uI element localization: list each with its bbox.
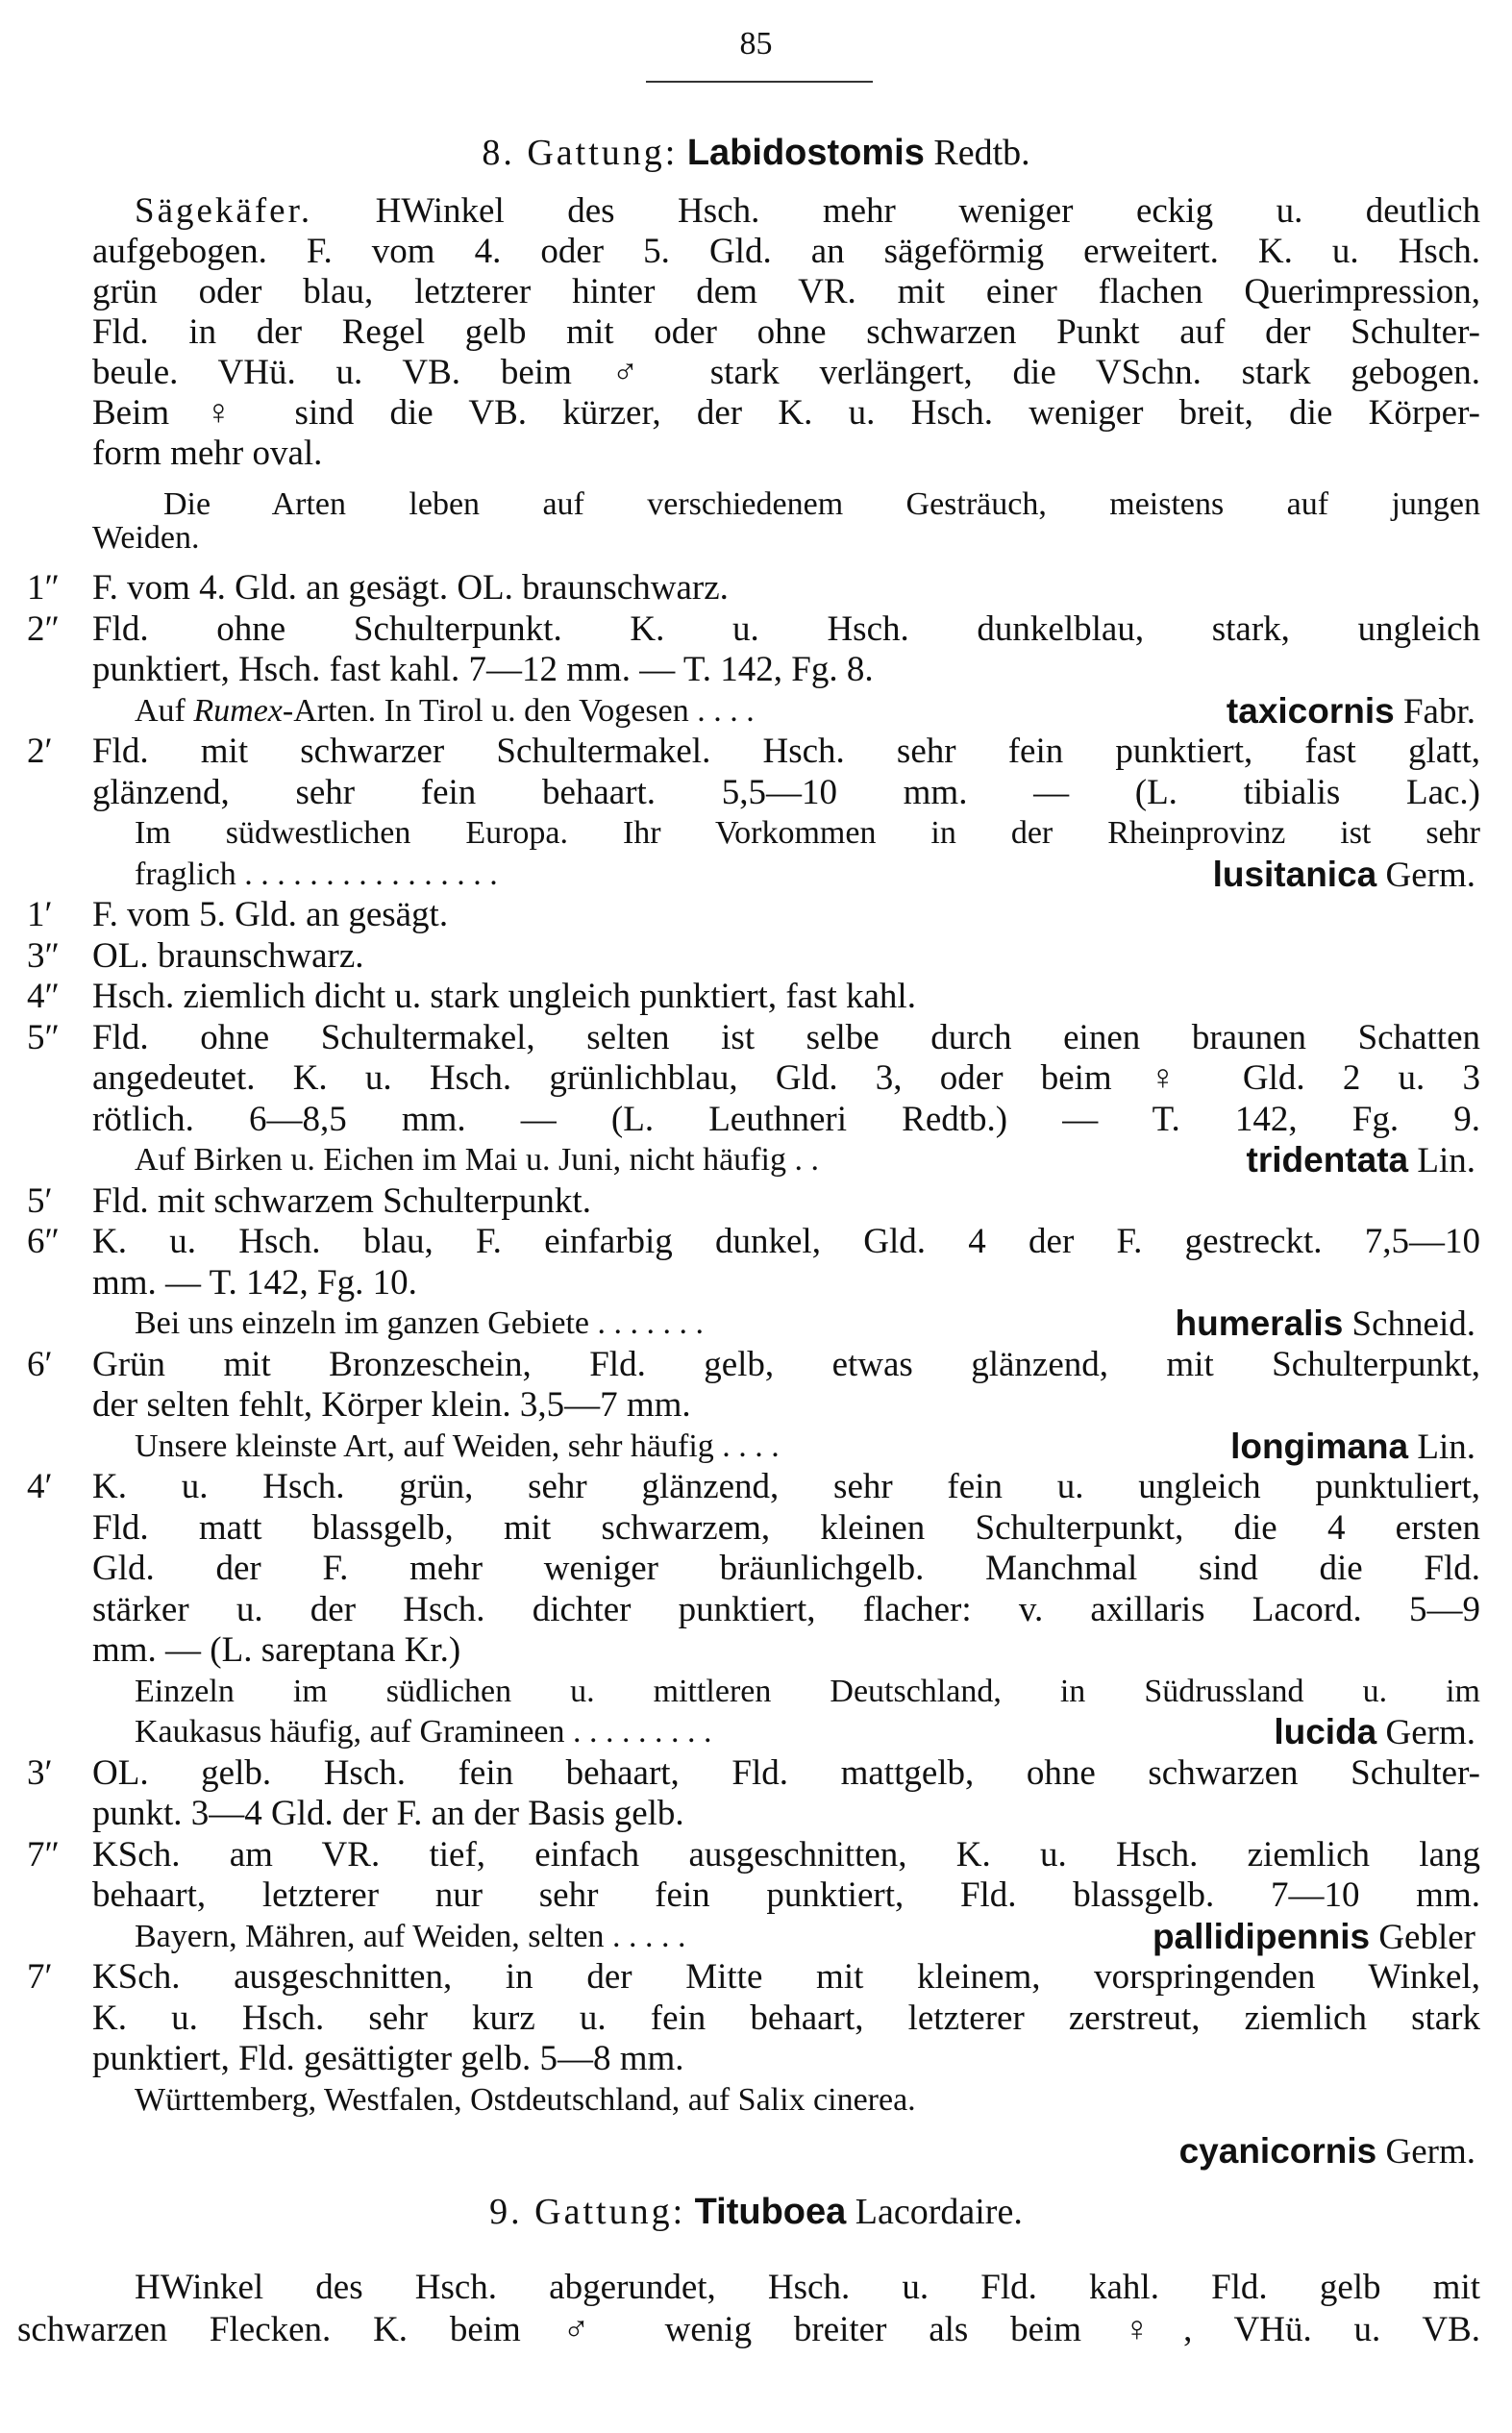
species-note: Bei uns einzeln im ganzen Gebiete . . . . . . .	[135, 1305, 704, 1341]
key-marker: 7′	[27, 1957, 53, 1997]
species-author: Fabr.	[1394, 692, 1475, 732]
species-note: Auf Rumex-Arten. In Tirol u. den Vogesen . . . .	[135, 693, 755, 729]
species-note: fraglich . . . . . . . . . . . . . . . .	[135, 857, 498, 892]
species-name: taxicornis	[1226, 691, 1395, 731]
key-marker: 6″	[27, 1222, 60, 1261]
species-author: Lin.	[1408, 1428, 1475, 1467]
species-name-group	[1230, 1428, 1475, 1466]
species-name-group	[1176, 1304, 1476, 1343]
key-marker: 2′	[27, 732, 53, 771]
key-line: K. u. Hsch. grün, sehr glänzend, sehr fein u. ungleich punktuliert,	[92, 1467, 1480, 1506]
key-line: Im südwestlichen Europa. Ihr Vorkommen in der Rheinprovinz ist sehr	[135, 815, 1480, 851]
species-name-group	[1153, 1918, 1475, 1956]
key-line: stärker u. der Hsch. dichter punktiert, flacher: v. axillaris Lacord. 5—9	[92, 1590, 1480, 1629]
genus-name: Tituboea	[694, 2192, 847, 2232]
species-name-group	[1213, 856, 1475, 894]
key-marker: 1′	[27, 895, 53, 934]
key-line: Fld. mit schwarzer Schultermakel. Hsch. sehr fein punktiert, fast glatt,	[92, 732, 1480, 771]
key-marker: 4′	[27, 1467, 53, 1506]
key-line: punktiert, Hsch. fast kahl. 7—12 mm. — T. 142, Fg. 8.	[92, 650, 874, 689]
key-line: Hsch. ziemlich dicht u. stark ungleich punktiert, fast kahl.	[92, 977, 916, 1016]
intro-note-1: Die Arten leben auf verschiedenem Gesträuch, meistens auf jungen	[163, 486, 1480, 522]
key-line: KSch. ausgeschnitten, in der Mitte mit kleinem, vorspringenden Winkel,	[92, 1957, 1480, 1997]
species-line	[135, 1713, 1475, 1751]
key-line: angedeutet. K. u. Hsch. grünlichblau, Gld. 3, oder beim ♀ Gld. 2 u. 3	[92, 1058, 1480, 1098]
genus-heading-9	[0, 2194, 1512, 2231]
species-name: tridentata	[1246, 1140, 1409, 1179]
key-line: F. vom 5. Gld. an gesägt.	[92, 895, 449, 934]
genus-label: 8. Gattung:	[482, 133, 679, 173]
species-name: longimana	[1230, 1427, 1409, 1466]
key-line: OL. gelb. Hsch. fein behaart, Fld. mattgelb, ohne schwarzen Schulter-	[92, 1753, 1480, 1793]
intro-line-2: aufgebogen. F. vom 4. oder 5. Gld. an sägeförmig erweitert. K. u. Hsch.	[92, 232, 1480, 271]
species-name: pallidipennis	[1152, 1917, 1371, 1956]
key-marker: 2″	[27, 609, 60, 649]
key-line: punkt. 3—4 Gld. der F. an der Basis gelb.	[92, 1794, 684, 1833]
species-author: Schneid.	[1343, 1304, 1475, 1344]
species-line	[135, 1141, 1475, 1179]
species-name-group	[1247, 1141, 1475, 1179]
key-line: Fld. ohne Schultermakel, selten ist selbe durch einen braunen Schatten	[92, 1018, 1480, 1057]
genus-label: 9. Gattung:	[489, 2192, 686, 2232]
species-author: Germ.	[1385, 2132, 1475, 2172]
species-author: Lin.	[1408, 1141, 1475, 1180]
species-name: cyanicornis	[1178, 2131, 1377, 2171]
key-line: behaart, letzterer nur sehr fein punktiert, Fld. blassgelb. 7—10 mm.	[92, 1875, 1480, 1915]
species-author: Germ.	[1376, 856, 1475, 895]
key-line: Fld. mit schwarzem Schulterpunkt.	[92, 1181, 591, 1221]
key-line: K. u. Hsch. sehr kurz u. fein behaart, letzterer zerstreut, ziemlich stark	[92, 1999, 1480, 2038]
species-note: Auf Birken u. Eichen im Mai u. Juni, nicht häufig . .	[135, 1142, 819, 1178]
species-name-group	[1227, 692, 1475, 731]
key-line: Fld. matt blassgelb, mit schwarzem, kleinen Schulterpunkt, die 4 ersten	[92, 1508, 1480, 1548]
page-number: 85	[739, 26, 773, 62]
key-line: Einzeln im südlichen u. mittleren Deutschland, in Südrussland u. im	[135, 1674, 1480, 1709]
key-line: mm. — T. 142, Fg. 10.	[92, 1263, 417, 1303]
key-marker: 6′	[27, 1345, 53, 1384]
key-line: der selten fehlt, Körper klein. 3,5—7 mm.	[92, 1385, 691, 1425]
species-line	[135, 1428, 1475, 1466]
outro-line-1: HWinkel des Hsch. abgerundet, Hsch. u. Fld. kahl. Fld. gelb mit	[135, 2268, 1480, 2307]
intro-line-6: Beim ♀ sind die VB. kürzer, der K. u. Hsch. weniger breit, die Körper-	[92, 393, 1480, 433]
key-marker: 4″	[27, 977, 60, 1016]
genus-name: Labidostomis	[686, 133, 925, 173]
species-name: humeralis	[1175, 1303, 1344, 1343]
genus-heading-8	[0, 135, 1512, 172]
species-note: Unsere kleinste Art, auf Weiden, sehr häufig . . . .	[135, 1428, 780, 1464]
intro-line-5: beule. VHü. u. VB. beim ♂ stark verlängert, die VSchn. stark gebogen.	[92, 353, 1480, 392]
genus-author: Lacordaire.	[855, 2192, 1023, 2232]
species-note: Kaukasus häufig, auf Gramineen . . . . . . . . .	[135, 1714, 712, 1750]
key-marker: 1″	[27, 568, 60, 608]
species-name: lucida	[1274, 1712, 1377, 1751]
key-line: Gld. der F. mehr weniger bräunlichgelb. Manchmal sind die Fld.	[92, 1549, 1480, 1588]
species-line	[135, 692, 1475, 731]
key-marker: 3′	[27, 1753, 53, 1793]
intro-line-3: grün oder blau, letzterer hinter dem VR. mit einer flachen Querimpression,	[92, 272, 1480, 311]
species-name: lusitanica	[1212, 855, 1377, 894]
key-line: Fld. ohne Schulterpunkt. K. u. Hsch. dunkelblau, stark, ungleich	[92, 609, 1480, 649]
intro-note-2: Weiden.	[92, 520, 200, 556]
species-line	[135, 1918, 1475, 1956]
header-rule	[646, 81, 873, 83]
key-line: KSch. am VR. tief, einfach ausgeschnitten, K. u. Hsch. ziemlich lang	[92, 1835, 1480, 1874]
species-line	[135, 856, 1475, 894]
outro-line-2: schwarzen Flecken. K. beim ♂ wenig breiter als beim ♀, VHü. u. VB.	[17, 2310, 1480, 2349]
key-line: Württemberg, Westfalen, Ostdeutschland, auf Salix cinerea.	[135, 2082, 916, 2118]
intro-term: Sägekäfer.	[135, 191, 313, 231]
key-line: mm. — (L. sareptana Kr.)	[92, 1630, 461, 1670]
key-line: F. vom 4. Gld. an gesägt. OL. braunschwarz.	[92, 568, 729, 608]
species-author: Gebler	[1370, 1918, 1475, 1957]
species-line-cyanicornis	[1179, 2132, 1475, 2171]
key-marker: 3″	[27, 936, 60, 976]
species-note: Bayern, Mähren, auf Weiden, selten . . . . .	[135, 1919, 686, 1954]
intro-line-7: form mehr oval.	[92, 434, 323, 473]
key-line: glänzend, sehr fein behaart. 5,5—10 mm. — (L. tibialis Lac.)	[92, 773, 1480, 812]
genus-author: Redtb.	[933, 133, 1030, 173]
key-line: punktiert, Fld. gesättigter gelb. 5—8 mm.	[92, 2039, 684, 2078]
key-line: K. u. Hsch. blau, F. einfarbig dunkel, Gld. 4 der F. gestreckt. 7,5—10	[92, 1222, 1480, 1261]
key-line: OL. braunschwarz.	[92, 936, 364, 976]
key-marker: 5″	[27, 1018, 60, 1057]
intro-line-4: Fld. in der Regel gelb mit oder ohne schwarzen Punkt auf der Schulter-	[92, 312, 1480, 352]
species-author: Germ.	[1376, 1713, 1475, 1752]
key-line: Grün mit Bronzeschein, Fld. gelb, etwas glänzend, mit Schulterpunkt,	[92, 1345, 1480, 1384]
key-marker: 7″	[27, 1835, 60, 1874]
species-name-group	[1274, 1713, 1475, 1751]
key-line: rötlich. 6—8,5 mm. — (L. Leuthneri Redtb.) — T. 142, Fg. 9.	[92, 1100, 1480, 1139]
species-line	[135, 1304, 1475, 1343]
intro-line-1: Sägekäfer. HWinkel des Hsch. mehr weniger eckig u. deutlich	[135, 191, 1480, 231]
key-marker: 5′	[27, 1181, 53, 1221]
